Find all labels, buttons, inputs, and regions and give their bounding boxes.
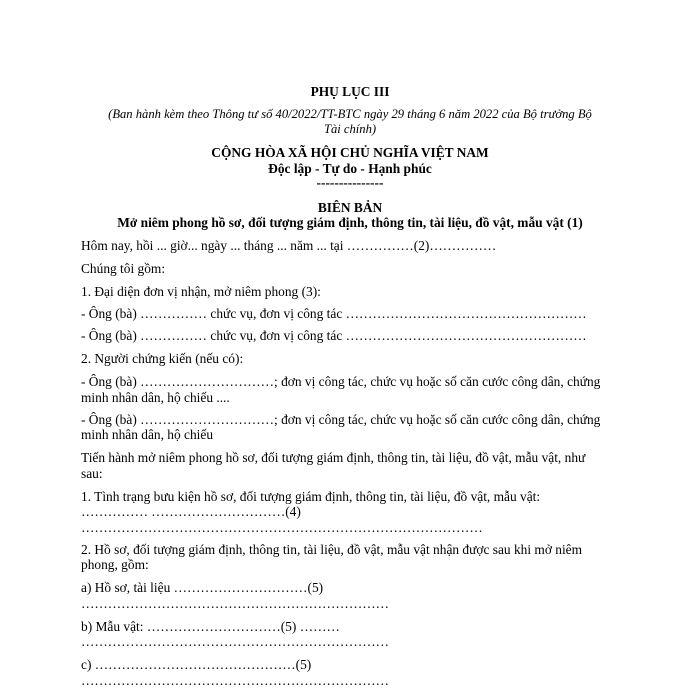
item-2-line-1: 2. Hồ sơ, đối tượng giám định, thông tin, tài liệu, đồ vật, mẫu vật nhận được sau khi mở niêm — [81, 542, 583, 557]
item-1-line-3: ……………………………………………………………………………… — [81, 520, 483, 535]
item-a-line: a) Hồ sơ, tài liệu …………………………(5) — [81, 580, 324, 595]
item-a-dots: …………………………………………………………… — [81, 596, 389, 611]
document-title: BIÊN BẢN — [317, 200, 383, 215]
witness-2-line-1: - Ông (bà) …………………………; đơn vị công tác, chức vụ hoặc số căn cước công dân, chứng — [81, 412, 601, 427]
item-b-line: b) Mẫu vật: …………………………(5) ……… — [81, 619, 340, 634]
representative-line-2: - Ông (bà) …………… chức vụ, đơn vị công tác ……………………………………………… — [81, 328, 587, 343]
section-2-title: 2. Người chứng kiến (nếu có): — [81, 351, 244, 366]
witness-2-line-2: minh nhân dân, hộ chiếu — [81, 427, 214, 442]
item-1-title: 1. Tình trạng bưu kiện hồ sơ, đối tượng giám định, thông tin, tài liệu, đồ vật, mẫu vật: — [81, 489, 541, 504]
item-1-line-2: …………… …………………………(4) — [81, 504, 301, 519]
witness-1-line-1: - Ông (bà) …………………………; đơn vị công tác, chức vụ hoặc số căn cước công dân, chứng — [81, 374, 601, 389]
document-subtitle: Mở niêm phong hồ sơ, đối tượng giám định, thông tin, tài liệu, đồ vật, mẫu vật (1) — [117, 215, 583, 230]
representative-line-1: - Ông (bà) …………… chức vụ, đơn vị công tác ……………………………………………… — [81, 306, 587, 321]
national-title: CỘNG HÒA XÃ HỘI CHỦ NGHĨA VIỆT NAM — [211, 145, 489, 160]
participants-intro: Chúng tôi gồm: — [81, 261, 166, 276]
item-c-line: c) ………………………………………(5) — [81, 657, 312, 672]
header-separator: --------------- — [316, 175, 384, 190]
national-motto: Độc lập - Tự do - Hạnh phúc — [268, 161, 432, 176]
item-2-line-2: phong, gồm: — [81, 557, 149, 572]
date-line: Hôm nay, hồi ... giờ... ngày ... tháng ... năm ... tại ……………(2)…………… — [81, 238, 497, 253]
section-1-title: 1. Đại diện đơn vị nhận, mở niêm phong (3): — [81, 284, 321, 299]
proceed-line-2: sau: — [81, 466, 103, 481]
issuance-note-line-1: (Ban hành kèm theo Thông tư số 40/2022/TT-BTC ngày 29 tháng 6 năm 2022 của Bộ trưởng Bộ — [108, 107, 592, 121]
proceed-line-1: Tiến hành mở niêm phong hồ sơ, đối tượng giám định, thông tin, tài liệu, đồ vật, mẫu vật, như — [81, 450, 586, 465]
item-b-dots: …………………………………………………………… — [81, 634, 389, 649]
appendix-title: PHỤ LỤC III — [310, 84, 390, 99]
issuance-note-line-2: Tài chính) — [323, 122, 377, 136]
item-c-dots: …………………………………………………………… — [81, 673, 389, 688]
witness-1-line-2: minh nhân dân, hộ chiếu .... — [81, 390, 230, 405]
